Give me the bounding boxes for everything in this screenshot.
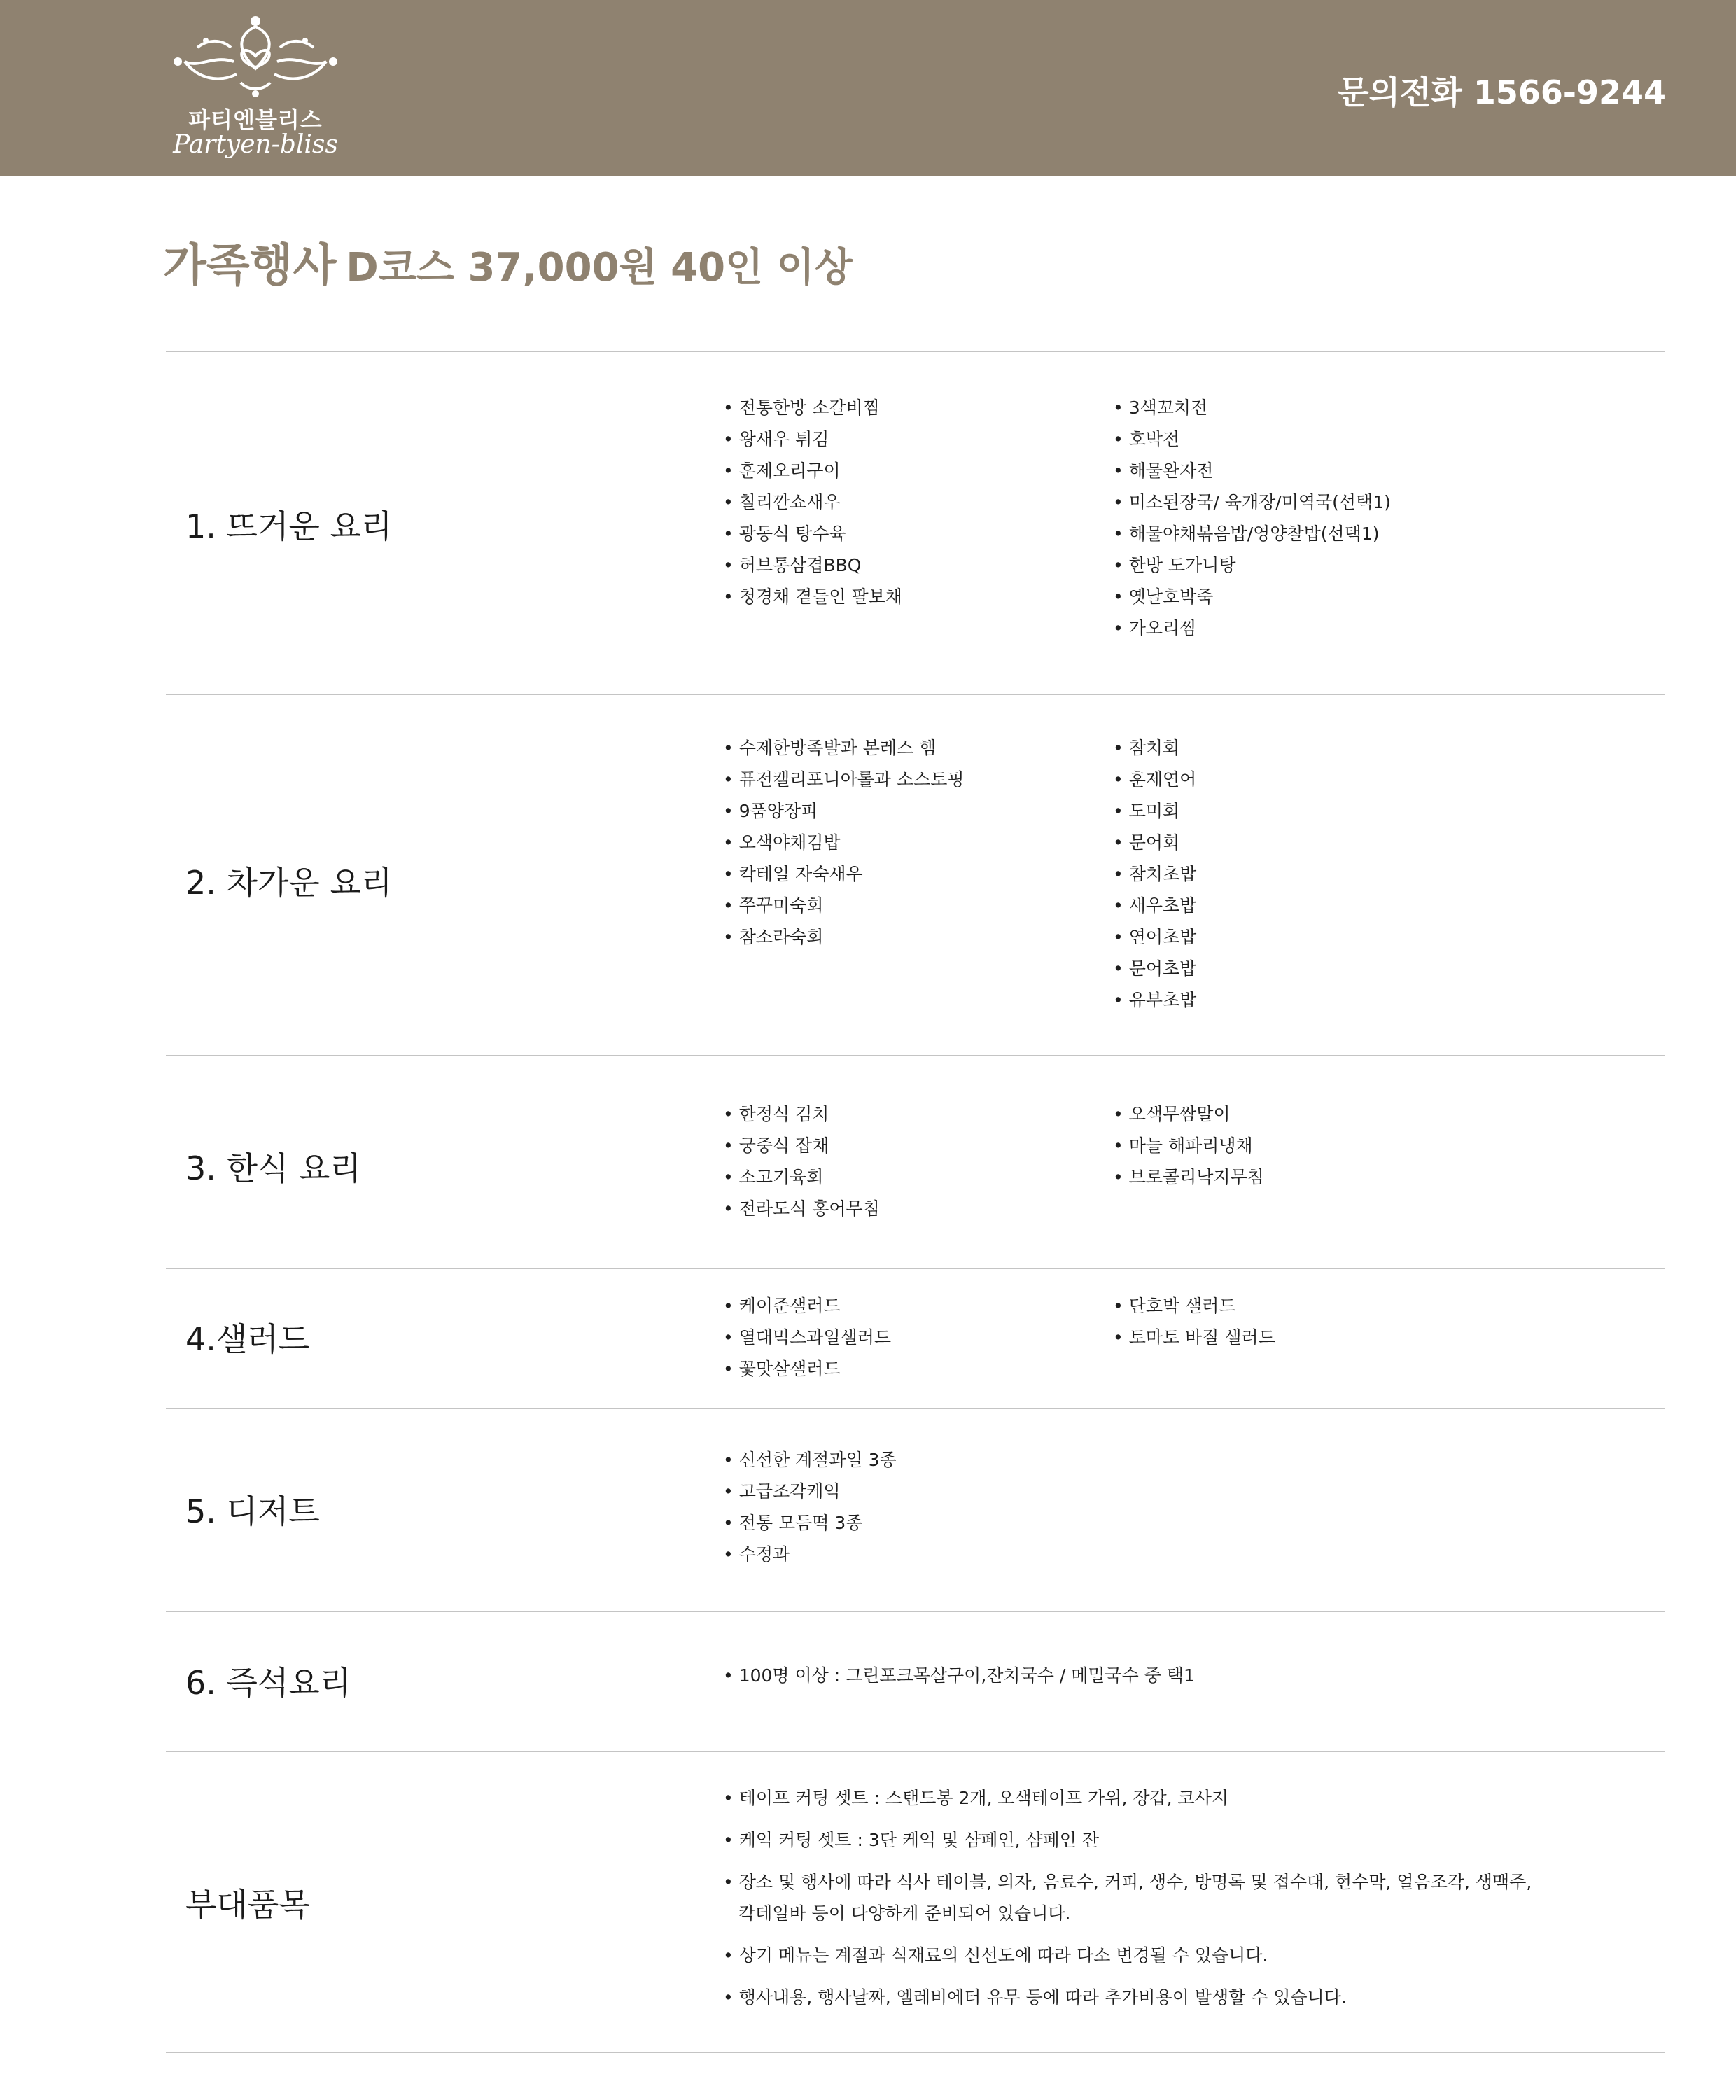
- extras-notes-list: [723, 1782, 1550, 2024]
- category-label: 1. 뜨거운 요리: [186, 507, 393, 545]
- menu-item: • 참소라숙회: [723, 921, 965, 953]
- menu-item: • 오색무쌈말이: [1113, 1098, 1264, 1130]
- menu-item: • 전통 모듬떡 3종: [723, 1507, 897, 1539]
- menu-list-right: [1113, 732, 1196, 1016]
- note-item: • 행사내용, 행사날짜, 엘레비에터 유무 등에 따라 추가비용이 발생할 수 있습니다.: [723, 1982, 1550, 2013]
- category-label: 부대품목: [186, 1886, 310, 1924]
- menu-item: • 단호박 샐러드: [1113, 1290, 1275, 1322]
- menu-list-right: [1113, 1098, 1264, 1193]
- menu-item: • 한방 도가니탕: [1113, 550, 1391, 581]
- menu-item: • 연어초밥: [1113, 921, 1196, 953]
- menu-list-right: [1113, 1290, 1275, 1353]
- menu-item: • 해물완자전: [1113, 455, 1391, 486]
- menu-item: • 가오리찜: [1113, 612, 1391, 644]
- menu-item: • 청경채 곁들인 팔보채: [723, 581, 902, 612]
- menu-item: • 케이준샐러드: [723, 1290, 891, 1322]
- category-label: 3. 한식 요리: [186, 1149, 361, 1187]
- menu-section-korean: [166, 1056, 1665, 1268]
- brand-logo[interactable]: [164, 13, 347, 162]
- menu-item: • 수제한방족발과 본레스 햄: [723, 732, 965, 764]
- category-label: 5. 디저트: [186, 1492, 320, 1530]
- menu-item: • 꽃맛살샐러드: [723, 1353, 891, 1385]
- category-label: 2. 차가운 요리: [186, 864, 393, 902]
- note-item: • 케익 커팅 셋트 : 3단 케익 및 샴페인, 샴페인 잔: [723, 1824, 1550, 1856]
- menu-item: • 수정과: [723, 1539, 897, 1570]
- menu-item: • 전통한방 소갈비찜: [723, 392, 902, 424]
- contact-phone: 문의전화 1566-9244: [1338, 74, 1666, 111]
- menu-list-left: [723, 1290, 891, 1385]
- extras-section: [166, 1752, 1665, 2052]
- menu-section-salad: [166, 1269, 1665, 1408]
- menu-list-left: [723, 732, 965, 953]
- logo-english-text: Partyen-bliss: [173, 130, 338, 159]
- menu-item: • 퓨전캘리포니아롤과 소스토핑: [723, 764, 965, 795]
- menu-list-left: [723, 1098, 880, 1224]
- menu-item: • 오색야채김밥: [723, 827, 965, 858]
- category-label: 4.샐러드: [186, 1320, 310, 1358]
- menu-item: • 3색꼬치전: [1113, 392, 1391, 424]
- menu-item: • 열대믹스과일샐러드: [723, 1322, 891, 1353]
- menu-item: • 신선한 계절과일 3종: [723, 1444, 897, 1476]
- note-item: • 상기 메뉴는 계절과 식재료의 신선도에 따라 다소 변경될 수 있습니다.: [723, 1940, 1550, 1971]
- ornament-crest-icon: [164, 13, 347, 104]
- menu-item: • 쭈꾸미숙회: [723, 890, 965, 921]
- logo-korean-text: 파티엔블리스: [188, 106, 323, 133]
- menu-item: • 왕새우 튀김: [723, 424, 902, 455]
- menu-section-cold: [166, 695, 1665, 1055]
- menu-item: • 궁중식 잡채: [723, 1130, 880, 1161]
- menu-item: • 고급조각케익: [723, 1476, 897, 1507]
- menu-item: • 칵테일 자숙새우: [723, 858, 965, 890]
- page-title-course: D코스 37,000원 40인 이상: [346, 245, 853, 290]
- menu-list-right: [1113, 392, 1391, 644]
- menu-item: • 옛날호박죽: [1113, 581, 1391, 612]
- menu-list-left: [723, 392, 902, 612]
- menu-item: • 한정식 김치: [723, 1098, 880, 1130]
- menu-item: • 호박전: [1113, 424, 1391, 455]
- menu-item: • 광동식 탕수육: [723, 518, 902, 550]
- menu-item: • 훈제오리구이: [723, 455, 902, 486]
- menu-item: • 훈제연어: [1113, 764, 1196, 795]
- menu-item: • 100명 이상 : 그린포크목살구이,잔치국수 / 메밀국수 중 택1: [723, 1660, 1195, 1691]
- menu-item: • 도미회: [1113, 795, 1196, 827]
- menu-item: • 칠리깐쇼새우: [723, 486, 902, 518]
- page-title: [163, 230, 853, 294]
- menu-section-instant: [166, 1612, 1665, 1751]
- menu-item: • 9품양장피: [723, 795, 965, 827]
- menu-item: • 새우초밥: [1113, 890, 1196, 921]
- menu-item: • 허브통삼겹BBQ: [723, 550, 902, 581]
- menu-item: • 유부초밥: [1113, 984, 1196, 1016]
- note-item: • 장소 및 행사에 따라 식사 테이블, 의자, 음료수, 커피, 생수, 방명록 및 접수대, 현수막, 얼음조각, 생맥주, 칵테일바 등이 다양하게 준비되어 있습니다.: [723, 1866, 1550, 1929]
- menu-item: • 해물야채볶음밥/영양찰밥(선택1): [1113, 518, 1391, 550]
- menu-item: • 마늘 해파리냉채: [1113, 1130, 1264, 1161]
- menu-item: • 브로콜리낙지무침: [1113, 1161, 1264, 1193]
- menu-item: • 소고기육회: [723, 1161, 880, 1193]
- note-item: • 테이프 커팅 셋트 : 스탠드봉 2개, 오색테이프 가위, 장갑, 코사지: [723, 1782, 1550, 1814]
- menu-list-left: [723, 1660, 1195, 1691]
- menu-item: • 문어초밥: [1113, 953, 1196, 984]
- menu-item: • 전라도식 홍어무침: [723, 1193, 880, 1224]
- menu-item: • 참치회: [1113, 732, 1196, 764]
- divider: [166, 2052, 1665, 2053]
- menu-item: • 문어회: [1113, 827, 1196, 858]
- menu-list-left: [723, 1444, 897, 1570]
- menu-item: • 미소된장국/ 육개장/미역국(선택1): [1113, 486, 1391, 518]
- category-label: 6. 즉석요리: [186, 1664, 351, 1702]
- menu-section-dessert: [166, 1409, 1665, 1611]
- menu-section-hot: [166, 352, 1665, 694]
- menu-item: • 토마토 바질 샐러드: [1113, 1322, 1275, 1353]
- menu-item: • 참치초밥: [1113, 858, 1196, 890]
- page-header: [0, 0, 1736, 176]
- page-title-main: 가족행사: [163, 240, 337, 292]
